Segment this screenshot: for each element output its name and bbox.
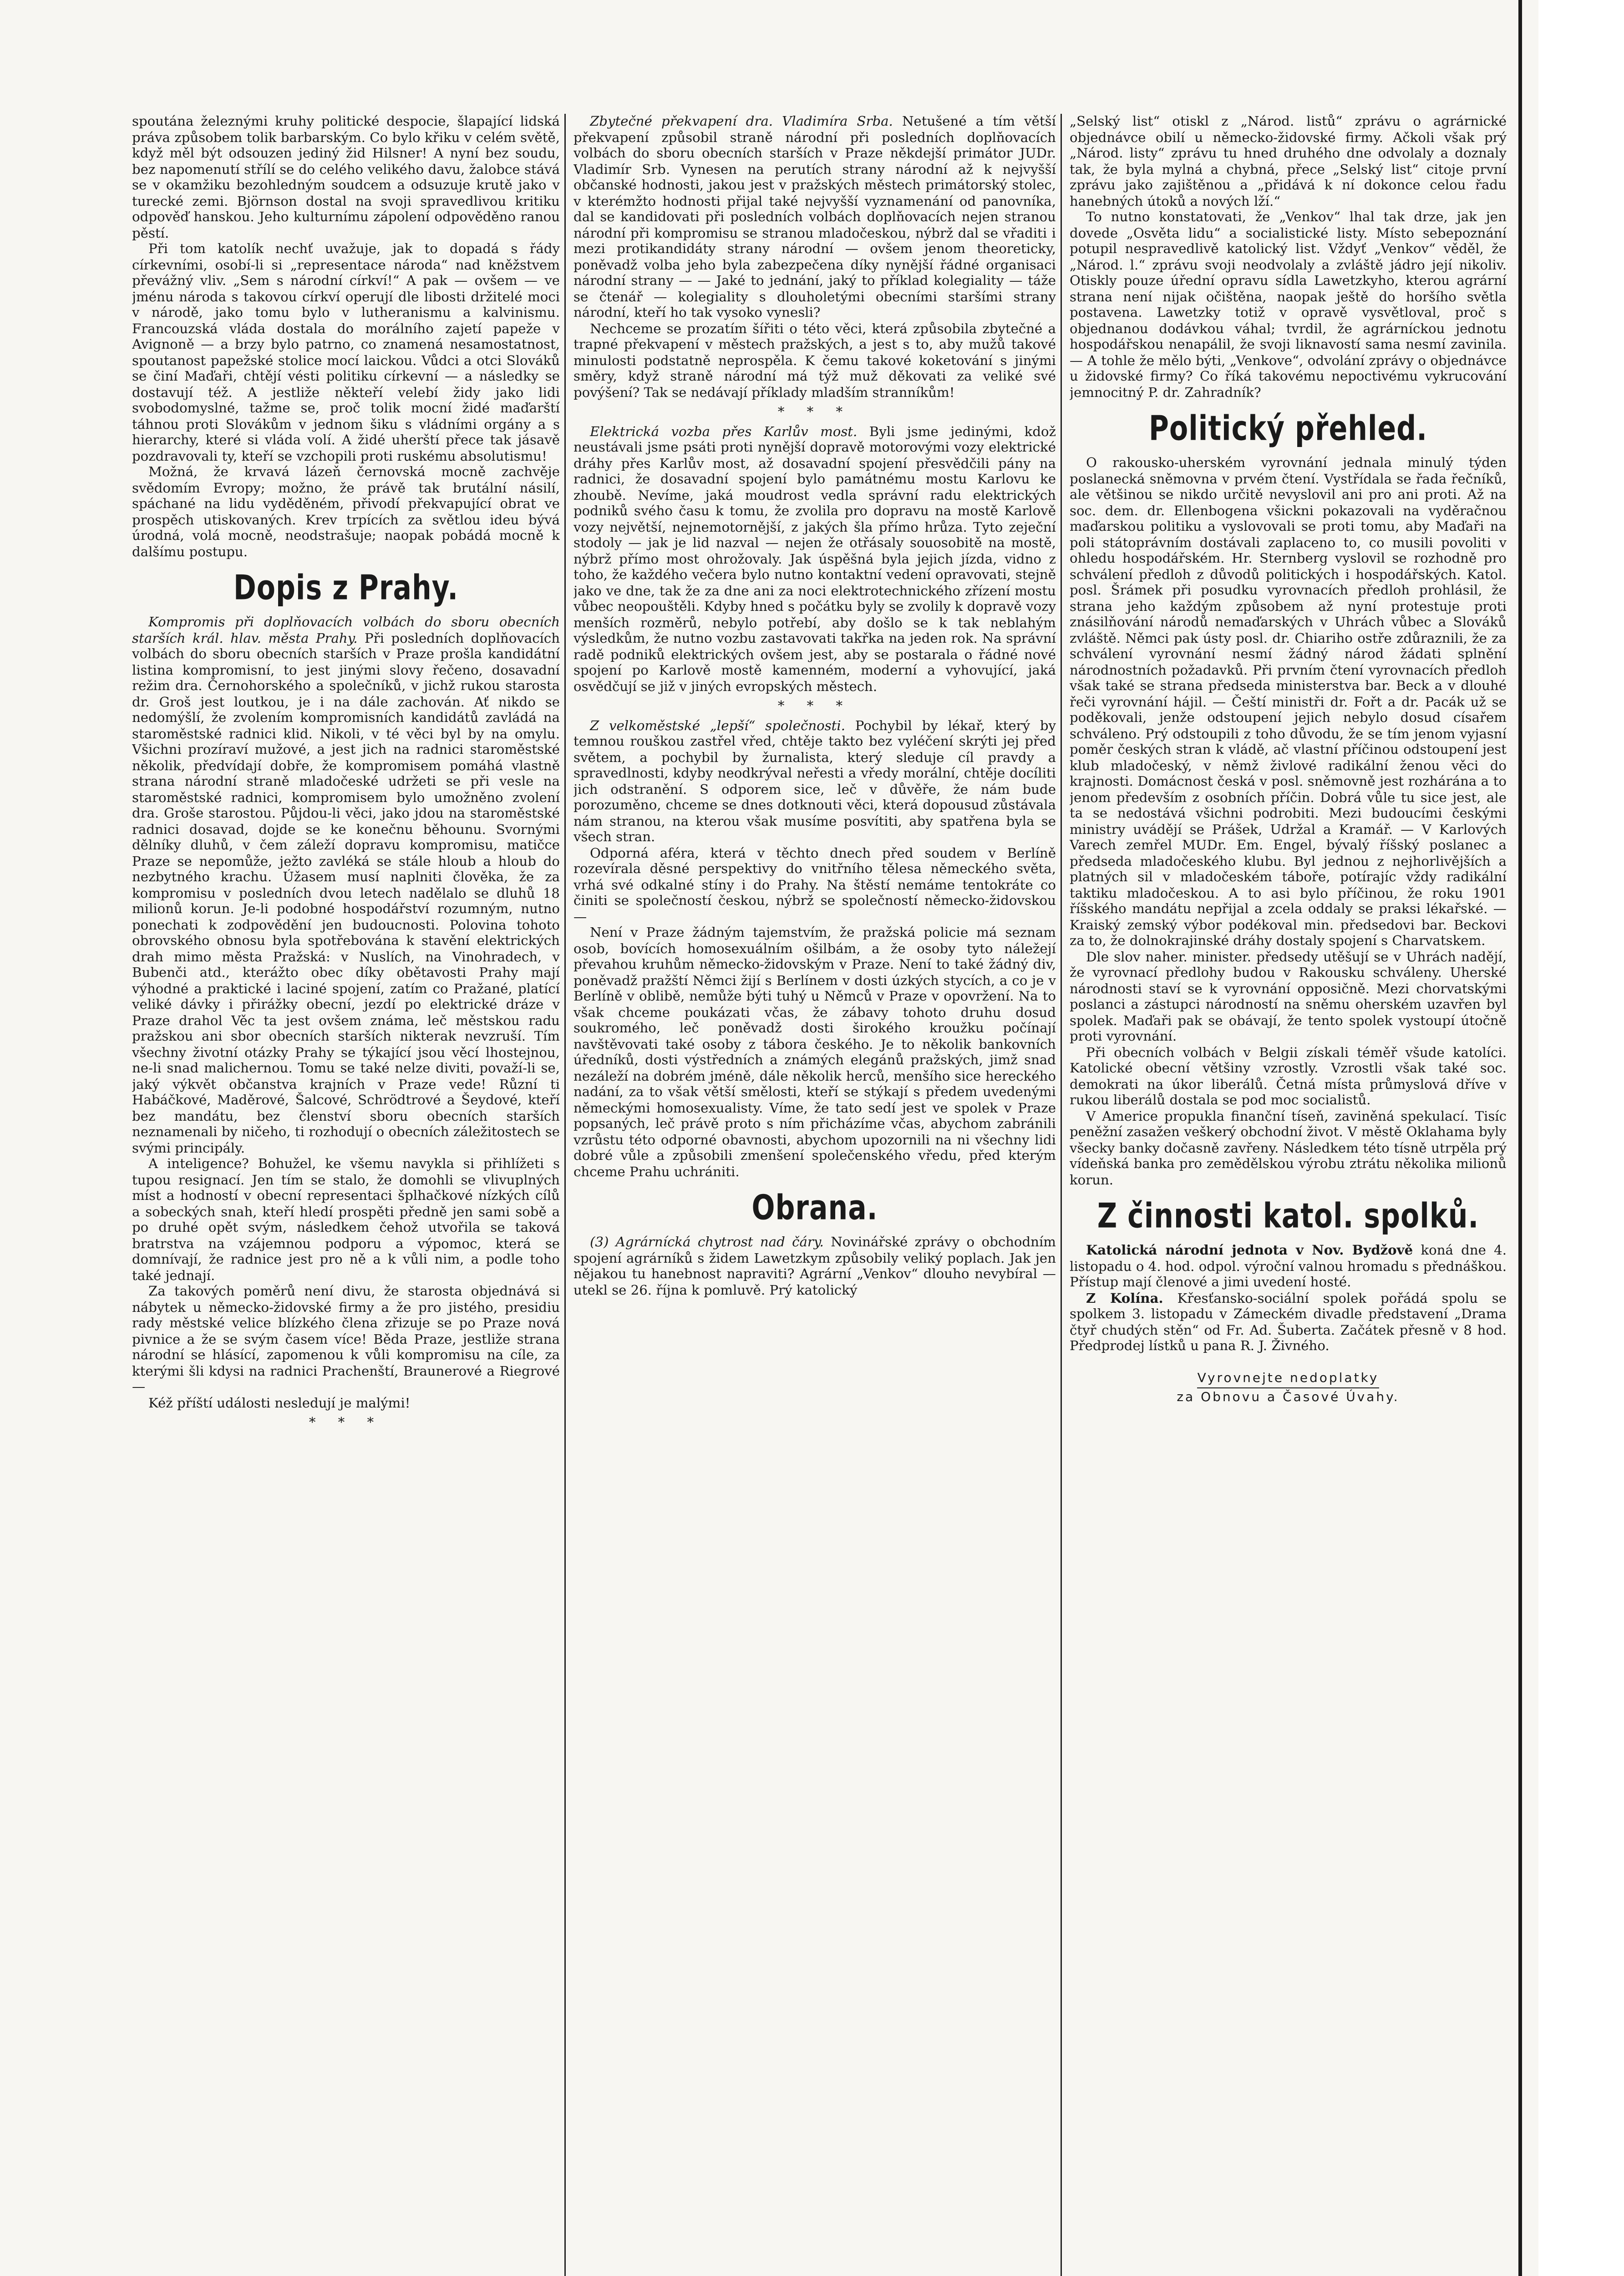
scan-margin <box>1538 0 1624 2276</box>
paragraph-text: Byli jsme jedinými, kdož neustávali jsme psáti proti nynější dopravě motorovými vozy elektrické dráhy přes Karlův most, až dosavadní spojení přesvědčili pány na radnici, že dosavadní spojení bylo památnému mostu Karlovu ke zhoubě. Nevíme, jaká moudrost vedla správní radu elektrických podniků svého času k tomu, že zvolila pro dopravu na mostě Karlově vozy největší, nejnemotornější, z jakých šla přímo hrůza. Tyto zeječní stodoly — jak je lid nazval — nejen že otřásaly souosobitě na mostě, nýbrž přímo most ohrožovaly. Jak úspěšná byla jejich jízda, vidno z toho, že každého večera bylo nutno kontaktní vedení opravovati, stejně jako ve dne, tak že za dne ani za noci elektrotechnického zřízení mostu vůbec neopouštěli. Kdyby hned s počátku byly se zvolily k dopravě vozy menších rozměrů, nebylo potřebí, aby došlo se k tak neblahým výsledkům, že nutno vozbu zastavovati takřka na jeden rok. Na správní radě podniků elektrických ovšem jest, aby se postarala o řádné nové spojení po Karlově mostě kamenném, moderní a vyhovující, jaká osvědčují se již v jiných evropských městech. <box>573 424 1056 694</box>
column-2 <box>573 114 1056 2276</box>
article-paragraph <box>132 615 560 1156</box>
article-paragraph <box>573 1235 1056 1298</box>
paragraph-rubric: Zbytečné překvapení dra. Vladimíra Srba. <box>590 114 893 129</box>
article-paragraph <box>573 114 1056 321</box>
paragraph-text: Kéž příští události nesledují je malými! <box>148 1395 411 1411</box>
article-paragraph <box>1070 1290 1507 1354</box>
paragraph-text: Dle slov naher. minister. předsedy utěšují se v Uhrách nadějí, že vyrovnací předlohy budou v Rakousku schváleny. Uherské národnosti staví se k vyrovnání opposičně. Mezi chorvatskými poslanci a zástupci národností na sněmu oherském uzavřen byl spolek. Maďaři pak se obávají, že tento spolek vystoupí útočně proti vyrovnání. <box>1070 949 1507 1044</box>
column-1 <box>132 114 560 2276</box>
paragraph-text: Při posledních doplňovacích volbách do sboru obecních starších v Praze prošla kandidátní listina kompromisní, to jest jinými slovy řečeno, dosavadní režim dra. Černohorského a společníků, v jichž rukou starosta dr. Groš jest loutkou, je i na dále zachován. Ať nikdo se nedomýšlí, že zvolením kompromisních kandidátů zavládá na staroměstské radnici klid. Nikoli, v té věci byl by na omylu. Všichni prozíraví mužové, a jest jich na radnici staroměstské několik, předvídají dobře, že kompromisem pomáhá vlastně strana národní straně mladočeské udržeti se při vesle na staroměstské radnici, kompromisem bylo umožněno zvolení dra. Groše starostou. Půjdou-li věci, jako jdou na staroměstské radnici dosavad, dojde se ke konečnu běhounu. Svornými dělníky dluhů, v čem záleží dopravu kompromisu, matičce Praze se nepomůže, ježto zavléká se stále hloub a hloub do nezbytného krachu. Úžasem musí naplniti člověka, že za kompromisu v posledních dvou letech nadělalo se dluhů 18 milionů korun. Je-li podobné hospodářství rozumným, nutno ponechati k zodpovědění jen budoucnosti. Polovina tohoto obrovského obnosu byla spotřebována k stavění elektrických drah mimo města Pražská: v Nuslích, na Vinohradech, v Bubenči atd., kterážto obec díky obětavosti Prahy mají výhodné a praktické i laciné spojení, zatím co Pražané, platící veliké dávky i přirážky obecní, jezdí po elektrické dráze v Praze drahol Věc ta jest ovšem známa, leč městskou radu pražskou ani sbor obecních starších nikterak nevzruší. Tím všechny životní otázky Prahy se týkající jsou věcí lhostejnou, ne-li snad malichernou. Tomu se také nelze diviti, považí-li se, jaký výkvět občanstva krajních v Praze vede! Různí ti Habáčkové, Maděrové, Šalcové, Schrödtrové a Šeydové, kteří bez mandátu, bez členství sboru obecních starších neznamenali by ničeho, ti rozhodují o obecních záležitostech se svými principály. <box>132 630 560 1156</box>
paragraph-text: Není v Praze žádným tajemstvím, že pražská policie má seznam osob, bovících homosexuálním ošilbám, a že osoby tyto náležejí převahou kruhům německo-židovským v Praze. Není to také žádný div, poněvadž pražští Němci žijí s Berlínem v dosti úzkých stycích, a co je v Berlíně v oblibě, nemůže býti tuhý u Němců v Praze v opovržení. Na to však chceme poukázati včas, že zábavy tohoto druhu dosud soukromého, leč poněvadž dosti širokého kroužku počínají navštěvovati také osoby z tábora českého. Je to několik bankovních úředníků, dosti výstředních a známých elegánů pražských, jimž snad nezáleží na dobrém jméně, dále několik herců, menšího sice hereckého nadání, za to však větší smělosti, kteří se stýkají s předem uvedenými německými homosexualisty. Víme, že tato sedí jest ve spolek v Praze popsaných, leč právě proto s ním přicházíme včas, abychom zabránili vzrůstu této odporné obavnosti, abychom upozornili na ni všechny lidi dobré vůle a způsobili zmenšení společenského vředu, před kterým chceme Prahu uchrániti. <box>573 925 1056 1179</box>
article-paragraph <box>1070 455 1507 949</box>
article-paragraph <box>1070 1045 1507 1108</box>
paragraph-text: To nutno konstatovati, že „Venkov“ lhal tak drze, jak jen dovede „Osvěta lidu“ a socialistické listy. Místo sebepoznání potupil nespravedlivě katolický list. Vždyť „Venkov“ věděl, že „Národ. l.“ zprávu svoji neodvolaly a zvláště jádro její nikoliv. Otiskly pouze úřední opravu sídla Lawetzkyho, kterou agrární strana není nijak očištěna, naopak ještě do horšího světla postavena. Lawetzky totiž v opravě vysvětloval, proč s objednanou dodávkou váhal; tvrdil, že agrárníckou jednotu hospodářskou nenapálil, že svoji liknavostí sama nesmí zavinila. — A tohle že mělo býti, „Venkove“, odvolání zprávy o objednávce u židovské firmy? Co říká takovému nepoctivému vykrucování jemnocitný P. dr. Zahradník? <box>1070 209 1507 400</box>
article-paragraph <box>1070 949 1507 1045</box>
article-paragraph <box>573 845 1056 925</box>
article-paragraph <box>132 1156 560 1284</box>
paragraph-text: Při obecních volbách v Belgii získali téměř všude katolíci. Katolické obecní většiny vzrostly. Vzrostli však také soc. demokrati na úkor liberálů. Četná místa průmyslová dříve v rukou liberálů dostala se pod moc socialistů. <box>1070 1045 1507 1108</box>
paragraph-rubric: Kompromis při doplňovacích volbách do sboru obecních starších král. hlav. města Prahy. <box>132 615 560 646</box>
column-rule-1 <box>564 114 566 2276</box>
article-paragraph <box>1070 209 1507 401</box>
paragraph-text: koná dne 4. listopadu o 4. hod. odpol. výroční valnou hromadu s přednáškou. Přístup mají členové a jimi uvedení hosté. <box>1070 1243 1507 1290</box>
column-3 <box>1070 114 1507 2276</box>
column-rule-2 <box>1061 114 1062 2276</box>
column-1-content <box>132 114 560 1431</box>
paragraph-text: Nechceme se prozatím šířiti o této věci, která způsobila zbytečné a trapné překvapení v městech pražských, a jest s to, aby mužů takové minulosti podstatně neprospěla. K čemu takové koketování s jinými směry, když straně národní má týž muž děkovati za veliké své povýšení? Tak se nedávají příklady mladším stranníkům! <box>573 321 1056 400</box>
paragraph-rubric: Elektrická vozba přes Karlův most. <box>590 424 858 439</box>
article-paragraph <box>132 241 560 464</box>
paragraph-text: V Americe propukla finanční tíseň, zaviněná spekulací. Tisíc peněžní zasažen veškerý obchodní život. V městě Oklahama byly všecky banky dočasně zavřeny. Následkem této tísně utrpěla prý vídeňská banka pro zemědělskou výrobu ztrátu několika milionů korun. <box>1070 1108 1507 1188</box>
article-paragraph <box>132 1284 560 1395</box>
article-paragraph <box>1070 1243 1507 1290</box>
article-paragraph <box>132 114 560 241</box>
article-paragraph <box>132 1395 560 1411</box>
article-paragraph <box>573 424 1056 695</box>
paragraph-text: O rakousko-uherském vyrovnání jednala minulý týden poslanecká sněmovna v prvém čtení. Vystřídala se řada řečníků, ale většinou se nikdo určitě nevyslovil ani pro ani proti. Až na soc. dem. dr. Ellenbogena všickni pokazovali na vyděračnou maďarskou politiku a vyslovovali se proti tomu, aby Maďaři na poli státoprávním dostávali zaplaceno to, co musili povoliti v ohledu hospodářském. Hr. Sternberg vyslovil se rozhodně pro schválení předloh z důvodů politických i hospodářských. Katol. posl. Šrámek při posudku vyrovnacích předloh prohlásil, že strana jeho každým způsobem až nyní protestuje proti znásilňování národů nemaďarských v Uhrách vůbec a Slováků zvláště. Němci pak ústy posl. dr. Chiariho ostře zdůraznili, že za schválení vyrovnání nesmí žádný národ žádati splnění národnostních požadavků. Při prvním čtení vyrovnacích předloh však také se strana předseda ministerstva bar. Beck a v dlouhé řeči vyrovnání hájil. — Čeští ministři dr. Fořt a dr. Pacák už se poděkovali, jenže odstoupení jejich nebylo dosud císařem schváleno. Prý odstoupili z toho důvodu, že se tím jenom vyjasní poměr českých stran k vládě, ač vlastní příčinou odstoupení jest klub mladočeský, v němž živlové radikální ženou věci do krajnosti. Domácnost česká v posl. sněmovně jest rozhárána a to jenom především z osobních příčin. Dobrá vůle tu sice jest, ale ta se nedostává všichni podrobiti. Mezi budoucími českými ministry uvádějí se Prášek, Udržal a Kramář. — V Karlových Varech zemřel MUDr. Em. Engel, bývalý říšský poslanec a předseda mladočeského klubu. Byl jednou z nejhorlivějších a platných sil v mladočeském táboře, potírajíc vždy radikální taktiku mladočeskou. A to asi bylo příčinou, že roku 1901 říšského mandátu nepřijal a zcela oddaly se praksi lékařské. — Kraiský zemský výbor podékoval min. předsedovi bar. Beckovi za to, že dolnokrajinské dráhy dostaly spojení s Charvatskem. <box>1070 455 1507 949</box>
section-heading: Obrana. <box>751 1189 878 1229</box>
asterism-separator: * * * <box>777 404 852 420</box>
payment-notice-line-2: za Obnovu a Časové Úvahy. <box>1177 1390 1400 1404</box>
article-paragraph <box>573 925 1056 1180</box>
paragraph-text: Křesťansko-sociální spolek pořádá spolu se spolkem 3. listopadu v Zámeckém divadle představení „Drama čtyř chudých stěn“ od Fr. Ad. Šuberta. Začátek přesně v 8 hod. Předprodej lístků u pana R. J. Živného. <box>1070 1290 1507 1354</box>
paragraph-rubric: Z velkoměstské „lepší“ společnosti. <box>590 718 846 733</box>
paragraph-rubric: (3) Agrárnícká chytrost nad čáry. <box>590 1235 824 1250</box>
paragraph-text: Pochybil by lékař, který by temnou rouškou zastřel vřed, chtěje takto bez vyléčení skrýti jej před světem, a pochybil by žurnalista, který sleduje cíl pravdy a spravedlnosti, kdyby neodkrýval neřesti a vředy morální, chtěje docíliti jich odstranění. S odporem sice, leč v důvěře, že nám bude porozuměno, chceme se dnes dotknouti věci, která dopousud zůstávala nám stranou, na kterou však musíme posvítiti, aby spatřena byla se všech stran. <box>573 718 1056 845</box>
article-paragraph <box>132 464 560 560</box>
column-2-content <box>573 114 1056 1298</box>
asterism-separator: * * * <box>309 1415 383 1430</box>
section-heading: Z činnosti katol. spolků. <box>1097 1197 1479 1237</box>
paragraph-rubric: Katolická národní jednota v Nov. Bydžově <box>1086 1243 1413 1258</box>
section-heading: Dopis z Prahy. <box>233 569 459 609</box>
paragraph-text: spoutána železnými kruhy politické despocie, šlapající lidská práva způsobem tolik barbarským. Co bylo křiku v celém světě, když měl být odsouzen jediný žid Hilsner! A nyní bez soudu, bez napomenutí střílí se do celého velikého davu, žalobce stává se v okamžiku bezohledným soudcem a odsuzuje krutě jako v turecké zemi. Björnson dostal na svoji spravedlivou kritiku odpověď hanskou. Jeho kulturnímu zápolení odpověděno ranou pěstí. <box>132 114 560 241</box>
article-paragraph <box>1070 1108 1507 1188</box>
paragraph-text: Odporná aféra, která v těchto dnech před soudem v Berlíně rozevírala děsné perspektivy do vnitřního tělesa německého světa, vrhá své odkalné stíny i do Prahy. Na štěstí nemáme tentokráte co činiti se společností českou, nýbrž se společností německo-židovskou — <box>573 845 1056 925</box>
paragraph-text: Při tom katolík nechť uvažuje, jak to dopadá s řády církevními, osobí-li si „representace národa“ nad kněžstvem převážný vliv. „Sem s národní církví!“ A pak — ovšem — ve jménu národa s takovou církví operují dle libosti držitelé moci v národě, jako tomu bylo v lutheranismu a kalvinismu. Francouzská vláda dostala do morálního zajetí papeže v Avignoně — a brzy bylo patrno, co znamená nesamostatnost, spoutanost papežské stolice mocí laickou. Vůdci a otci Slováků se činí Maďaři, chtějí vésti politiku církevní — a následky se dostavují též. A jestliže někteří velebí židy jako lidi svobodomyslné, tažme se, proč tolik mocní židé maďarští táhnou proti Slovákům v jednom šiku s vládními orgány a s hierarchy, které si vláda volí. A židé uherští přece tak jásavě pozdravovali ty, kteří se vzchopili proti ruskému absolutismu! <box>132 241 560 464</box>
article-paragraph <box>573 321 1056 401</box>
asterism-separator: * * * <box>777 698 852 714</box>
column-3-content <box>1070 114 1507 1406</box>
paragraph-text: Za takových poměrů není divu, že starosta objednává si nábytek u německo-židovské firmy a že pro jistého, presidiu rady městské velice blízkého člena zřizuje se po Praze nová pivnice a že se svým časem více! Běda Praze, jestliže strana národní se hlásící, zapomenou k vůli kompromisu na cíle, za kterými šli kdysi na radnici Prachenští, Braunerové a Riegrové — <box>132 1284 560 1395</box>
paragraph-text: A inteligence? Bohužel, ke všemu navykla si přihlížeti s tupou resignací. Jen tím se stalo, že domohli se vlivuplných míst a hodností v obecní representaci šplhačkové nízkých cílů a sobeckých snah, kteří hledí prospěti předně jen sami sobě a po druhé opět svým, následkem čehož utvořila se taková bratrstva na vzájemnou podporu a výpomoc, která se domnívají, že radnice jest pro ně a k vůli nim, a podle toho také jednají. <box>132 1156 560 1283</box>
paragraph-text: Možná, že krvavá lázeň černovská mocně zachvěje svědomím Evropy; možno, že právě tak brutální násilí, spáchané na lidu vyděděném, přivodí překvapující obrat ve prospěch utiskovaných. Krev trpících za světlou ideu bývá úrodná, volá mocně, neodstrašuje; naopak pobádá mocně k dalšímu postupu. <box>132 464 560 559</box>
section-heading: Politický přehled. <box>1149 409 1427 449</box>
paragraph-rubric: Z Kolína. <box>1086 1290 1163 1306</box>
payment-notice-line-1: Vyrovnejte nedoplatky <box>1198 1369 1379 1388</box>
paragraph-text: Netušené a tím větší překvapení způsobil straně národní při posledních doplňovacích volbách do sboru obecních starších v Praze někdejší primátor JUDr. Vladimír Srb. Vynesen na perutích strany národní až k nejvyšší občanské hodnosti, jakou jest v pražských městech primátorský stolec, v kterémžto hodnosti přijal také nejvyšší vyznamenání od panovníka, dal se kandidovati při posledních volbách doplňovacích nejen stranou národní při kompromisu se stranou mladočeskou, nýbrž dal se vřaditi i mezi protikandidáty strany národní — ovšem jenom theoreticky, poněvadž volba jeho byla zabezpečena díky nynější řádné organisaci národní strany — — Jaké to jednání, jaký to příklad kolegiality — táže se čtenář — kolegiality s dlouholetými obecními staršími strany národní, kteří ho tak vysoko vynesli? <box>573 114 1056 320</box>
page-edge-shadow <box>1518 0 1522 2276</box>
paragraph-text: Novinářské zprávy o obchodním spojení agrárníků s židem Lawetzkym způsobily veliký poplach. Jak jen nějakou tu hanebnost napraviti? Agrární „Venkov“ dlouho nevybíral — utekl se 26. října k pomluvě. Prý katolický <box>573 1235 1056 1298</box>
payment-notice <box>1070 1369 1507 1406</box>
article-paragraph <box>573 718 1056 845</box>
article-paragraph <box>1070 114 1507 209</box>
paragraph-text: „Selský list“ otiskl z „Národ. listů“ zprávu o agrárnické objednávce obilí u německo-židovské firmy. Ačkoli však prý „Národ. listy“ zprávu tu hned druhého dne odvolaly a doznaly tak, že byla mylná a chybná, přece „Selský list“ citoje první zprávu jako zajištěnou a „přidává k ní dokonce celou řadu hanebných útoků a nových lží.“ <box>1070 114 1507 209</box>
